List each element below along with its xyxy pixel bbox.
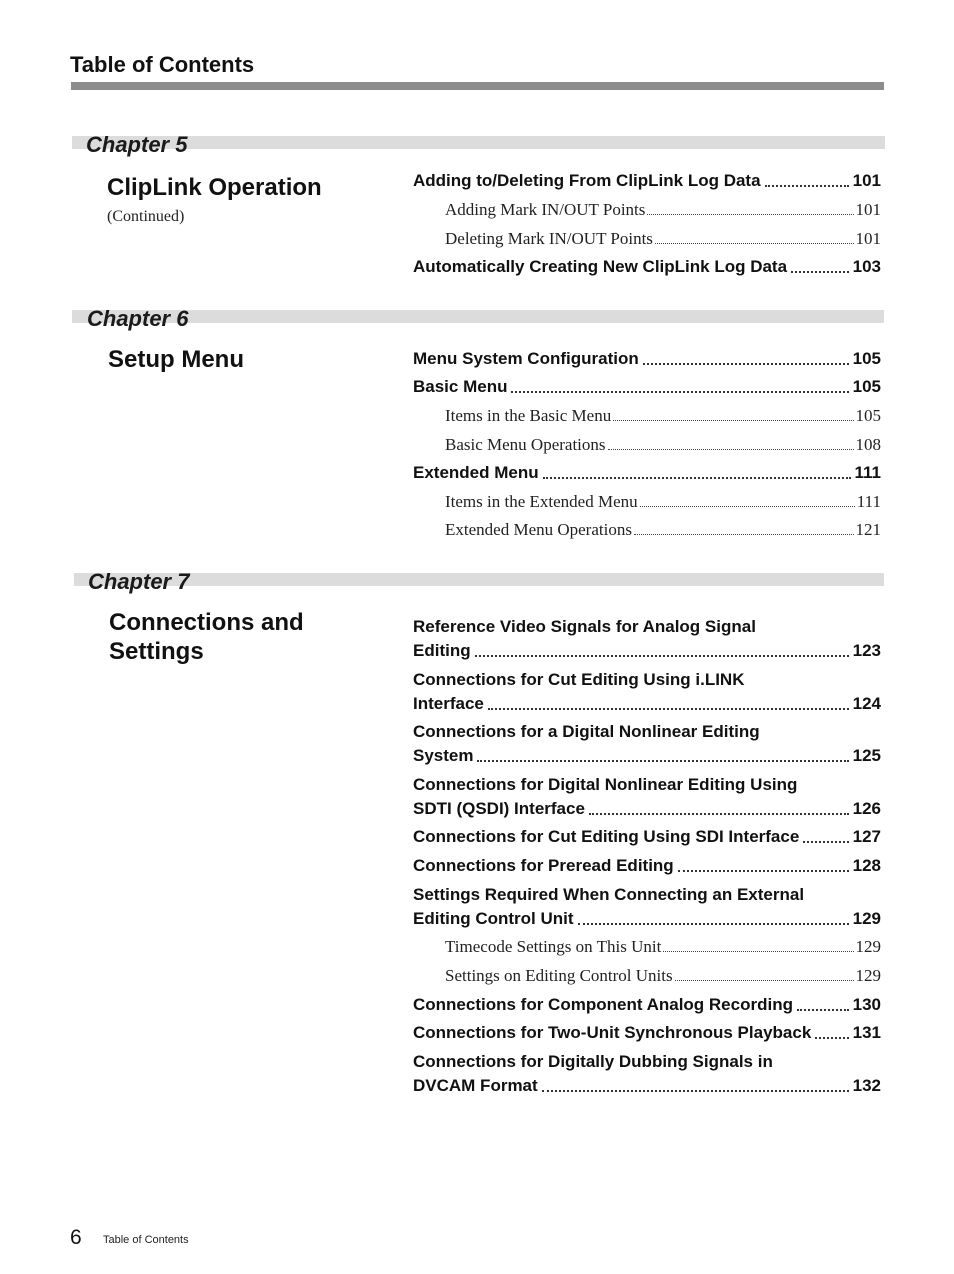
page-title: Table of Contents (70, 52, 255, 77)
dot-leader (613, 420, 853, 421)
entry-title-line: Editing Control Unit (413, 909, 574, 928)
toc-entry[interactable] (445, 198, 881, 222)
dot-leader (791, 271, 849, 273)
toc-entry[interactable] (413, 993, 881, 1017)
entry-page-number: 101 (852, 171, 881, 190)
dot-leader (543, 477, 851, 479)
entry-page-number: 111 (854, 463, 881, 482)
dot-leader (477, 760, 848, 762)
dot-leader (634, 534, 854, 535)
chapter-bar (72, 310, 884, 323)
entry-title-line: Connections for a Digital Nonlinear Editing (413, 722, 760, 741)
dot-leader (643, 363, 849, 365)
dot-leader (578, 923, 849, 925)
header-rule (71, 82, 884, 90)
footer-label: Table of Contents (103, 1234, 189, 1246)
chapter-title: Settings (109, 638, 204, 665)
chapter-title: Setup Menu (108, 346, 244, 373)
entry-title-line: Settings Required When Connecting an External (413, 885, 805, 904)
entry-page-number: 111 (856, 492, 881, 511)
dot-leader (475, 655, 849, 657)
entry-title-line: Connections for Cut Editing Using i.LINK (413, 670, 745, 689)
entry-page-number: 128 (852, 856, 881, 875)
entry-title (413, 883, 881, 931)
chapter-label: Chapter 7 (88, 569, 190, 594)
entry-title-line: Editing (413, 641, 471, 660)
entry-title-line: SDTI (QSDI) Interface (413, 799, 585, 818)
entry-title-lastline (413, 1074, 881, 1098)
toc-entry[interactable] (445, 518, 881, 542)
entry-title: Deleting Mark IN/OUT Points (445, 229, 653, 248)
entry-title-line: Connections for Digital Nonlinear Editing Using (413, 775, 798, 794)
dot-leader (663, 951, 853, 952)
chapter-label: Chapter 5 (86, 132, 188, 157)
entry-title: Automatically Creating New ClipLink Log Data (413, 257, 788, 276)
entry-title: Connections for Two-Unit Synchronous Playback (413, 1023, 812, 1042)
dot-leader (542, 1090, 849, 1092)
toc-entry[interactable] (413, 1050, 881, 1098)
entry-title: Adding to/Deleting From ClipLink Log Data (413, 171, 761, 190)
dot-leader (655, 243, 854, 244)
entry-title-line: Interface (413, 694, 484, 713)
entry-page-number: 121 (855, 520, 881, 539)
chapter-title: Connections and (109, 609, 304, 636)
entry-page-number: 101 (855, 229, 881, 248)
dot-leader (488, 708, 849, 710)
entry-title (413, 720, 881, 768)
entry-title: Basic Menu (413, 377, 508, 396)
toc-entry[interactable] (413, 615, 881, 663)
toc-entry[interactable] (445, 433, 881, 457)
entry-title (413, 773, 881, 821)
toc-entry[interactable] (413, 461, 881, 485)
toc-entry[interactable] (413, 825, 881, 849)
entry-title-line: Reference Video Signals for Analog Signal (413, 617, 756, 636)
entry-page-number: 101 (855, 200, 881, 219)
entry-title-lastline (413, 907, 881, 931)
toc-entry[interactable] (413, 375, 881, 399)
chapter-bar (74, 573, 884, 586)
entry-title: Connections for Cut Editing Using SDI Interface (413, 827, 800, 846)
toc-entry[interactable] (413, 854, 881, 878)
toc-entry[interactable] (413, 720, 881, 768)
entry-page-number: 129 (855, 966, 881, 985)
entry-title (413, 1050, 881, 1098)
entry-page-number: 131 (852, 1023, 881, 1042)
entry-title: Menu System Configuration (413, 349, 639, 368)
entry-title-line: DVCAM Format (413, 1076, 538, 1095)
entry-title: Connections for Preread Editing (413, 856, 674, 875)
toc-entry[interactable] (445, 490, 881, 514)
entry-title (413, 668, 881, 716)
toc-entry[interactable] (413, 347, 881, 371)
toc-entry[interactable] (413, 1021, 881, 1045)
entry-title: Timecode Settings on This Unit (445, 937, 662, 956)
entry-title: Extended Menu Operations (445, 520, 632, 539)
dot-leader (765, 185, 849, 187)
entry-page-number: 105 (855, 406, 881, 425)
chapter-bar (72, 136, 885, 149)
entry-title-lastline (413, 744, 881, 768)
entry-title-lastline (413, 639, 881, 663)
dot-leader (797, 1009, 849, 1011)
footer-page-number: 6 (70, 1226, 82, 1249)
dot-leader (647, 214, 853, 215)
entry-page-number: 105 (852, 377, 881, 396)
entry-title: Connections for Component Analog Recording (413, 995, 793, 1014)
entry-page-number: 130 (852, 995, 881, 1014)
toc-entry[interactable] (413, 668, 881, 716)
entry-title: Basic Menu Operations (445, 435, 606, 454)
entry-title: Adding Mark IN/OUT Points (445, 200, 646, 219)
toc-entry[interactable] (413, 883, 881, 931)
dot-leader (815, 1037, 848, 1039)
entry-title-lastline (413, 692, 881, 716)
entry-page-number: 105 (852, 349, 881, 368)
chapter-label: Chapter 6 (87, 306, 189, 331)
entry-page-number: 129 (852, 909, 881, 928)
toc-entry[interactable] (413, 773, 881, 821)
entry-page-number: 126 (852, 799, 881, 818)
chapter-title: ClipLink Operation (107, 174, 322, 201)
entry-page-number: 129 (855, 937, 881, 956)
entry-page-number: 108 (855, 435, 881, 454)
dot-leader (803, 841, 848, 843)
entry-title-lastline (413, 797, 881, 821)
dot-leader (640, 506, 855, 507)
chapter-subtitle: (Continued) (107, 208, 185, 225)
toc-entry[interactable] (445, 404, 881, 428)
entry-title-line: Connections for Digitally Dubbing Signals in (413, 1052, 773, 1071)
dot-leader (678, 870, 849, 872)
toc-entry[interactable] (445, 935, 881, 959)
dot-leader (608, 449, 854, 450)
entry-page-number: 103 (852, 257, 881, 276)
toc-entry[interactable] (445, 227, 881, 251)
entry-page-number: 123 (852, 641, 881, 660)
dot-leader (589, 813, 849, 815)
entry-title: Items in the Extended Menu (445, 492, 638, 511)
entry-title: Settings on Editing Control Units (445, 966, 673, 985)
entry-page-number: 124 (852, 694, 881, 713)
entry-page-number: 125 (852, 746, 881, 765)
entry-page-number: 127 (852, 827, 881, 846)
dot-leader (511, 391, 848, 393)
entry-title: Extended Menu (413, 463, 539, 482)
toc-entry[interactable] (413, 255, 881, 279)
dot-leader (675, 980, 854, 981)
entry-title-line: System (413, 746, 474, 765)
toc-entry[interactable] (413, 169, 881, 193)
entry-title (413, 615, 881, 663)
toc-entry[interactable] (445, 964, 881, 988)
entry-page-number: 132 (852, 1076, 881, 1095)
entry-title: Items in the Basic Menu (445, 406, 612, 425)
